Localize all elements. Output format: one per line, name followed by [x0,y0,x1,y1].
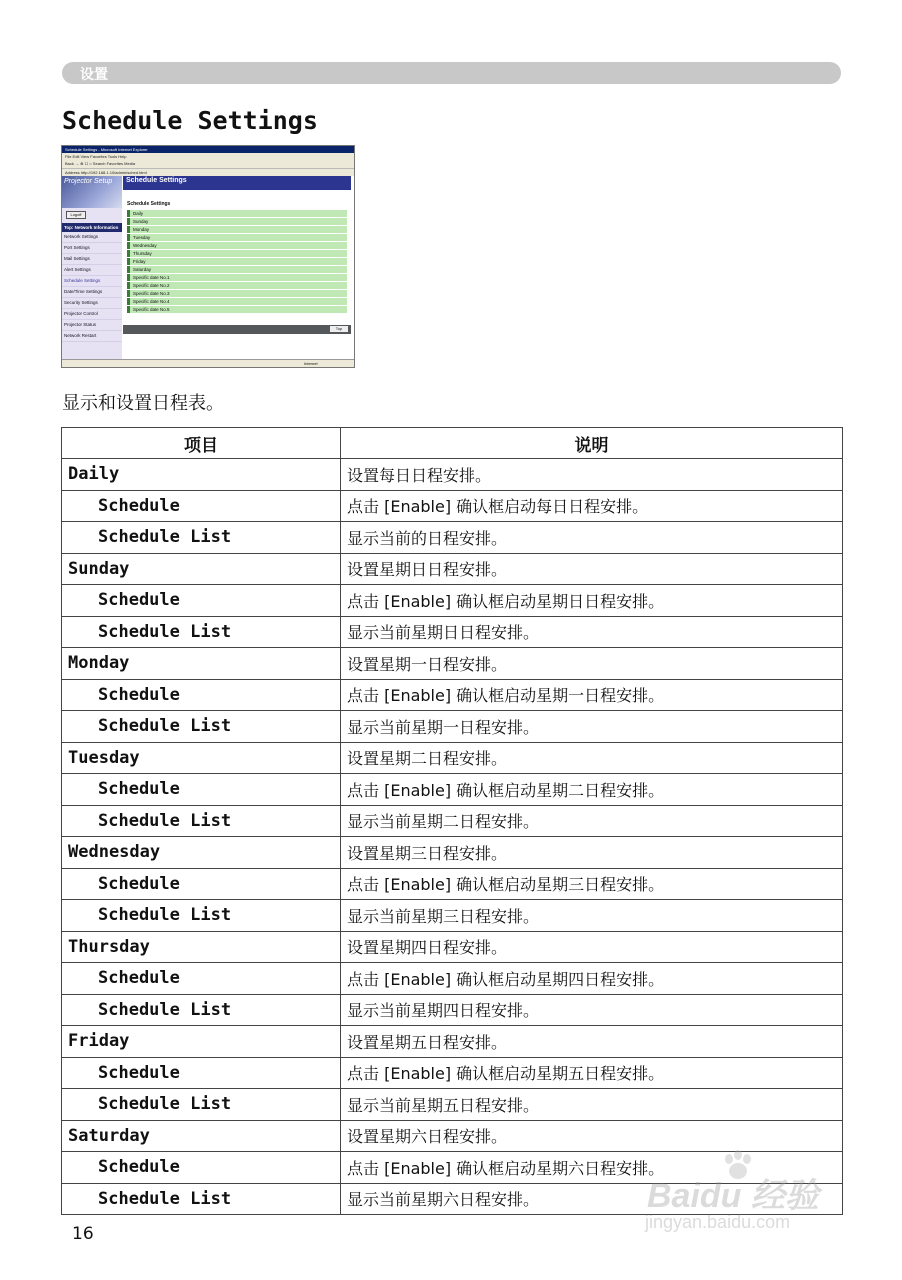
table-row [62,805,843,837]
table-row [62,553,843,585]
table-row [62,868,843,900]
schedule-list-item: Daily [127,210,347,217]
schedule-list-item: Saturday [127,266,347,273]
address-label: Address [65,170,80,175]
subitem-name: Schedule [62,774,341,806]
table-row [62,963,843,995]
panel-footer [123,325,351,334]
schedule-list-item: Friday [127,258,347,265]
item-desc: 设置星期二日程安排。 [341,742,843,774]
subitem-desc: 点击 [Enable] 确认框启动星期一日程安排。 [341,679,843,711]
schedule-list-item: Specific date No.2 [127,282,347,289]
item-desc: 设置星期六日程安排。 [341,1120,843,1152]
item-desc: 设置星期日日程安排。 [341,553,843,585]
table-row [62,585,843,617]
table-row [62,459,843,491]
table-row [62,931,843,963]
table-row [62,679,843,711]
table-body [62,459,843,1215]
projector-setup-logo: Projector Setup [62,176,122,208]
table-row [62,616,843,648]
subitem-name: Schedule List [62,1089,341,1121]
nav-item: Security Settings [62,298,122,309]
header-item: 项目 [62,428,341,459]
subitem-desc: 显示当前星期二日程安排。 [341,805,843,837]
browser-content [62,176,354,359]
logoff-button: Logoff [66,211,86,219]
watermark-sub: jingyan.baidu.com [645,1212,791,1232]
menu-bar: File Edit View Favorites Tools Help [62,153,354,160]
nav-item: Schedule Settings [62,276,122,287]
table-row [62,742,843,774]
item-desc: 设置星期三日程安排。 [341,837,843,869]
top-network-info: Top: Network Information [62,223,122,232]
table-row [62,837,843,869]
subitem-name: Schedule [62,585,341,617]
nav-item: Projector Control [62,309,122,320]
panel-header: Schedule Settings [123,176,351,190]
subitem-desc: 显示当前星期六日程安排。 [341,1183,843,1215]
item-desc: 设置星期一日程安排。 [341,648,843,680]
subitem-name: Schedule [62,490,341,522]
subitem-desc: 点击 [Enable] 确认框启动星期六日程安排。 [341,1152,843,1184]
subitem-desc: 显示当前星期五日程安排。 [341,1089,843,1121]
nav-item: Projector Status [62,320,122,331]
subitem-name: Schedule [62,1057,341,1089]
subitem-desc: 点击 [Enable] 确认框启动星期五日程安排。 [341,1057,843,1089]
subitem-name: Schedule List [62,522,341,554]
header-desc: 说明 [341,428,843,459]
nav-item: Port Settings [62,243,122,254]
window-title: Schedule Settings - Microsoft Internet Explorer [62,146,354,153]
baidu-watermark [643,1150,843,1240]
schedule-list-item: Wednesday [127,242,347,249]
address-value: http://192.168.1.10/admin/sched.html [80,170,147,175]
panel-subheader: Schedule Settings [127,201,171,207]
left-nav [62,232,122,342]
schedule-list [123,210,351,313]
subitem-name: Schedule List [62,805,341,837]
subitem-desc: 点击 [Enable] 确认框启动星期二日程安排。 [341,774,843,806]
subitem-desc: 点击 [Enable] 确认框启动星期三日程安排。 [341,868,843,900]
subitem-desc: 显示当前星期四日程安排。 [341,994,843,1026]
settings-table [61,427,843,1215]
table-header-row [62,428,843,459]
schedule-list-item: Specific date No.1 [127,274,347,281]
section-label: 设置 [80,67,108,83]
item-desc: 设置每日日程安排。 [341,459,843,491]
intro-text: 显示和设置日程表。 [62,393,224,414]
subitem-name: Schedule List [62,711,341,743]
schedule-list-item: Specific date No.5 [127,306,347,313]
nav-item: Network Restart [62,331,122,342]
subitem-desc: 显示当前星期三日程安排。 [341,900,843,932]
left-panel [62,176,122,359]
subitem-name: Schedule List [62,1183,341,1215]
item-name: Daily [62,459,341,491]
subitem-name: Schedule [62,679,341,711]
schedule-list-item: Monday [127,226,347,233]
item-desc: 设置星期五日程安排。 [341,1026,843,1058]
subitem-desc: 显示当前星期日日程安排。 [341,616,843,648]
watermark-main: Baidu 经验 [647,1177,819,1215]
nav-item: Mail Settings [62,254,122,265]
item-name: Sunday [62,553,341,585]
table-row [62,1057,843,1089]
settings-screenshot [61,145,355,368]
schedule-list-item: Specific date No.4 [127,298,347,305]
schedule-list-item: Sunday [127,218,347,225]
subitem-name: Schedule List [62,900,341,932]
item-name: Thursday [62,931,341,963]
schedule-list-item: Specific date No.3 [127,290,347,297]
table-row [62,774,843,806]
right-panel [123,176,351,359]
subitem-name: Schedule List [62,994,341,1026]
item-name: Monday [62,648,341,680]
item-desc: 设置星期四日程安排。 [341,931,843,963]
table-row [62,522,843,554]
page-title: Schedule Settings [62,106,318,135]
status-zone: Internet [304,361,318,366]
section-bar [62,62,841,84]
table-row [62,900,843,932]
subitem-desc: 显示当前星期一日程安排。 [341,711,843,743]
table-row [62,1089,843,1121]
item-name: Saturday [62,1120,341,1152]
subitem-desc: 点击 [Enable] 确认框启动星期日日程安排。 [341,585,843,617]
subitem-name: Schedule [62,868,341,900]
subitem-desc: 显示当前的日程安排。 [341,522,843,554]
table-row [62,994,843,1026]
nav-item: Date/Time Settings [62,287,122,298]
nav-item: Alert Settings [62,265,122,276]
item-name: Tuesday [62,742,341,774]
subitem-desc: 点击 [Enable] 确认框启动每日日程安排。 [341,490,843,522]
table-row [62,1026,843,1058]
item-name: Wednesday [62,837,341,869]
subitem-name: Schedule [62,963,341,995]
item-name: Friday [62,1026,341,1058]
table-row [62,1120,843,1152]
table-row [62,490,843,522]
nav-item: Network Settings [62,232,122,243]
subitem-name: Schedule List [62,616,341,648]
subitem-name: Schedule [62,1152,341,1184]
schedule-list-item: Tuesday [127,234,347,241]
subitem-desc: 点击 [Enable] 确认框启动星期四日程安排。 [341,963,843,995]
top-button: Top [330,326,348,332]
schedule-list-item: Thursday [127,250,347,257]
status-bar [62,359,354,368]
table-row [62,648,843,680]
table-row [62,711,843,743]
browser-toolbar: Back → ⊗ ☐ ⌂ Search Favorites Media [62,160,354,169]
page-number: 16 [72,1224,94,1244]
